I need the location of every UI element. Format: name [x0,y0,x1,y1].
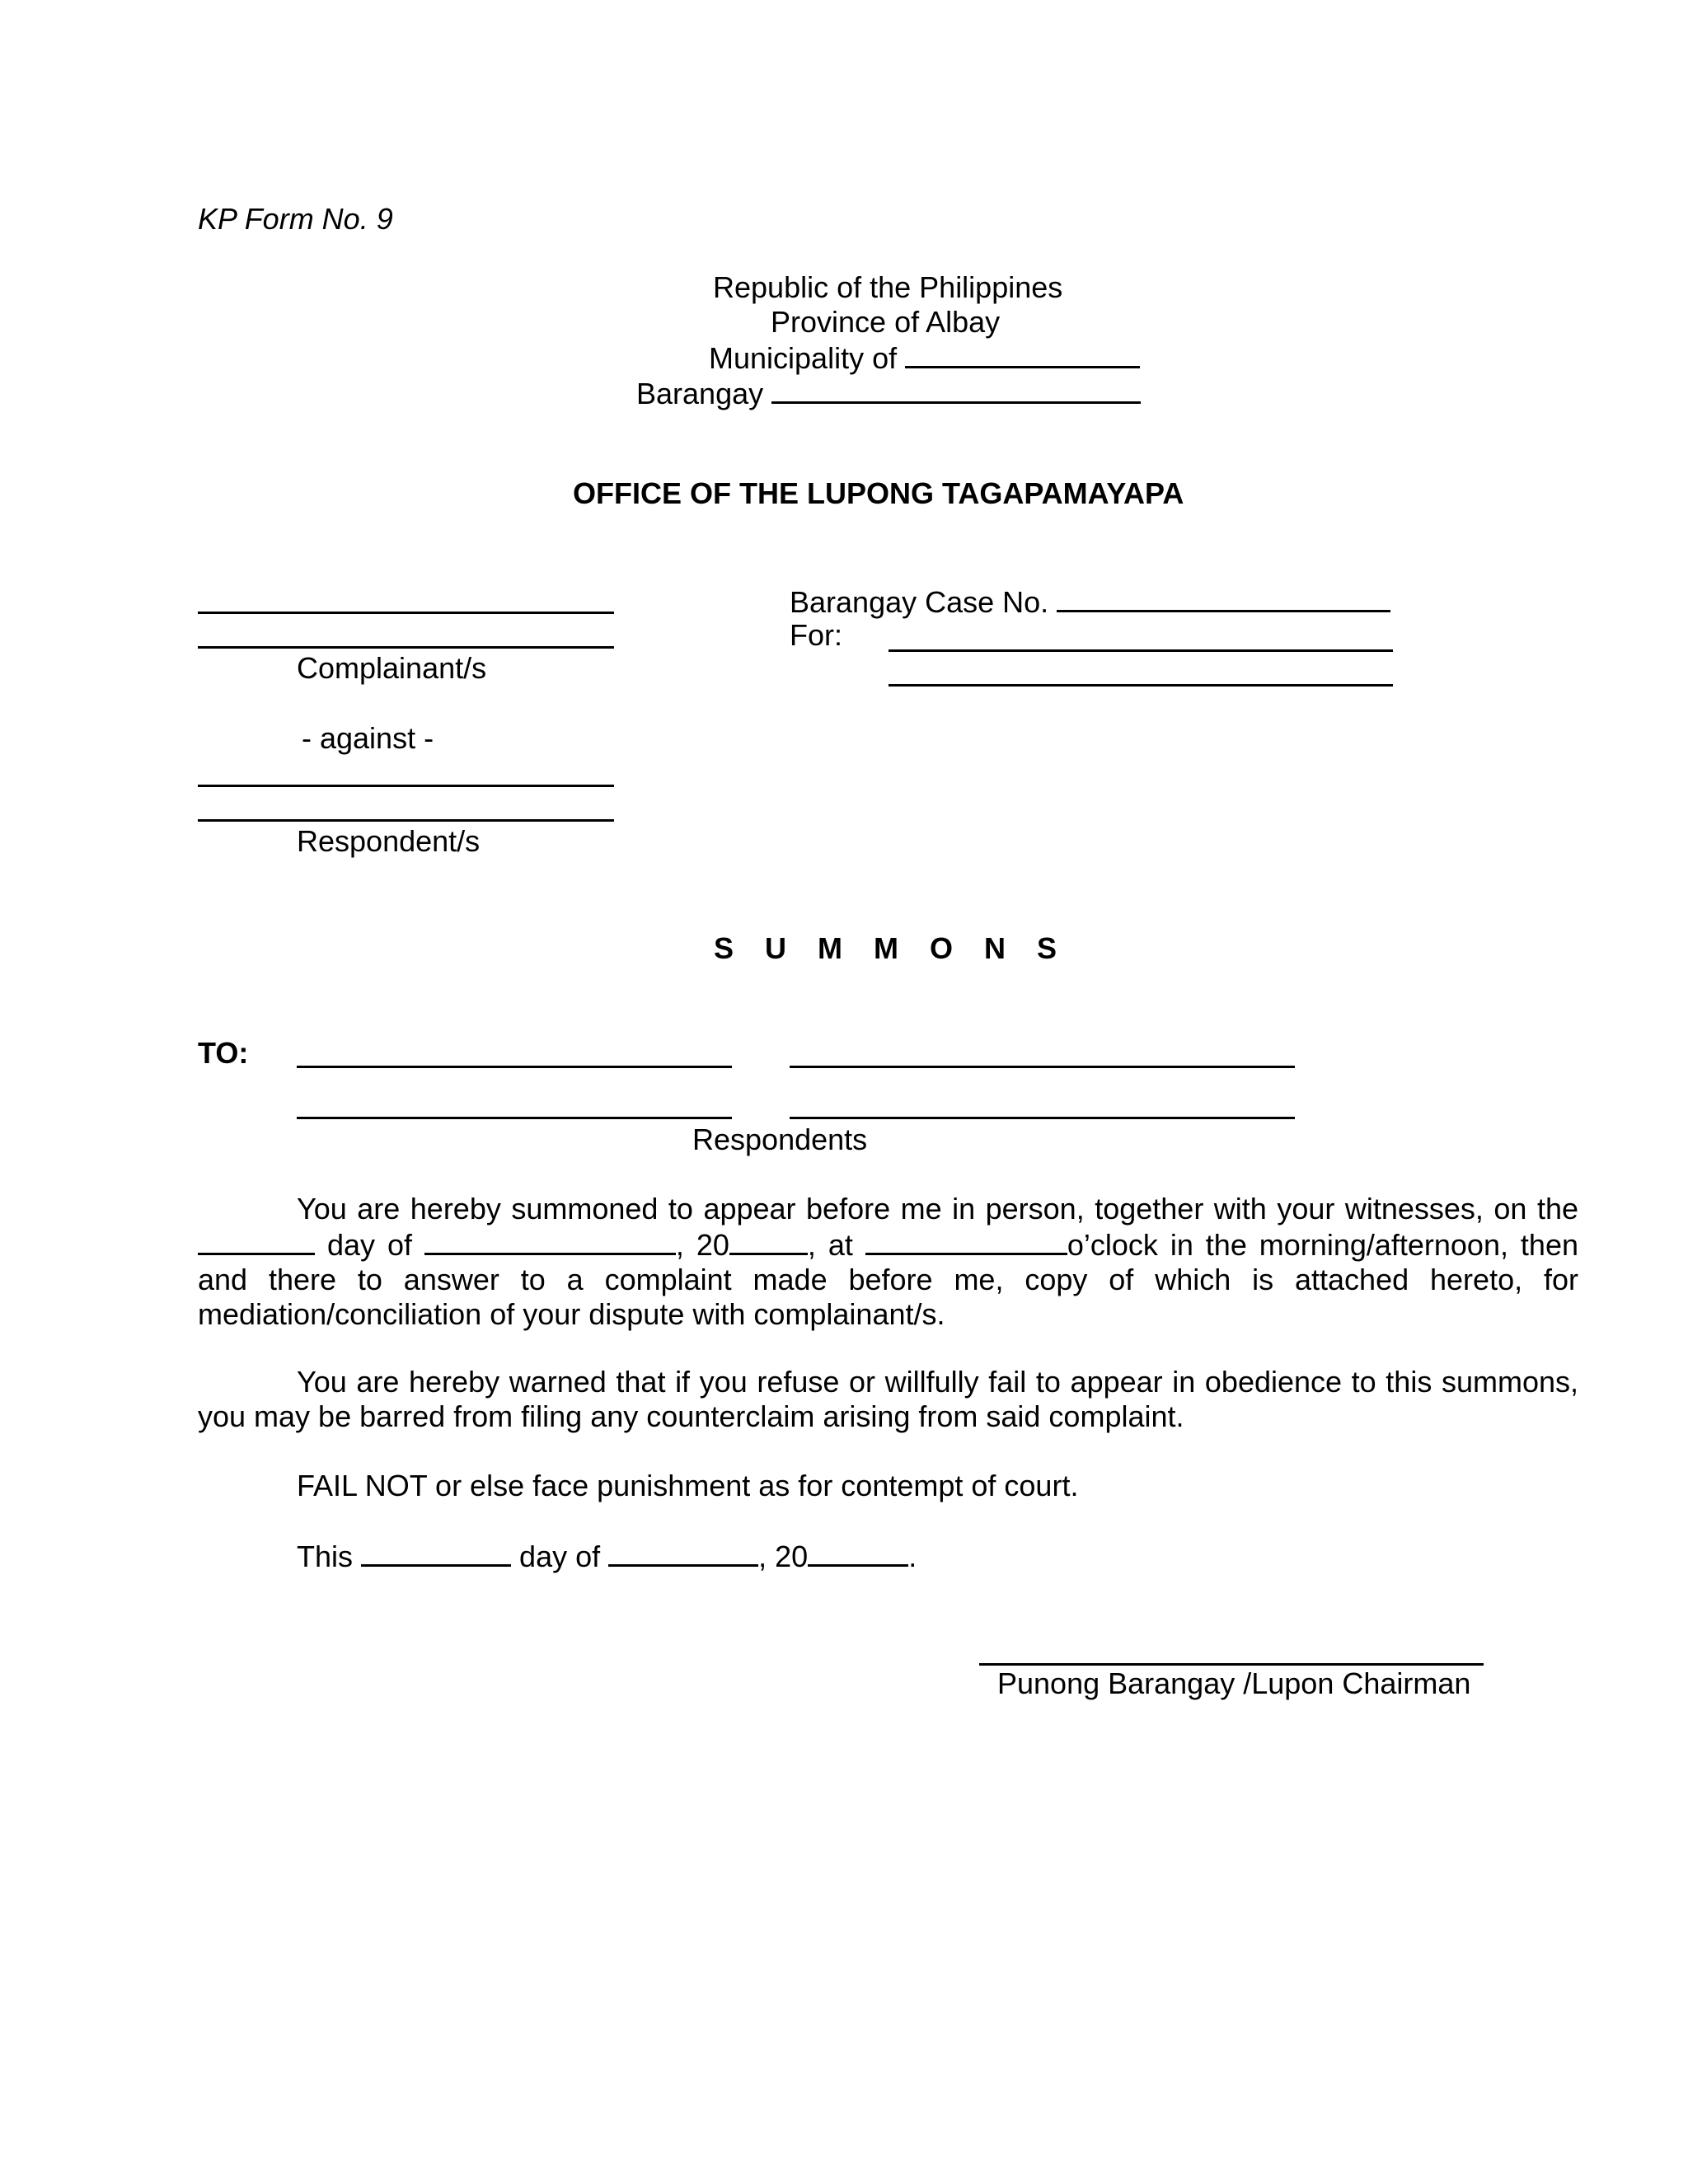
sign-year-field[interactable] [808,1538,908,1567]
to-line-4[interactable] [790,1117,1295,1119]
paragraph-warned: You are hereby warned that if you refuse or willfully fail to appear in obedience to this summons, you may be barred from filing any counterclaim arising from said complaint. [198,1365,1578,1433]
to-label: TO: [198,1036,249,1070]
to-line-2[interactable] [790,1066,1295,1068]
against-label: - against - [302,721,434,755]
month-field[interactable] [424,1226,676,1255]
header-province: Province of Albay [771,305,1001,339]
paragraph-summoned [198,1192,1578,1332]
p1-day-label: day of [326,1228,412,1262]
for-label: For: [790,618,843,652]
respondent-line-2[interactable] [198,819,614,822]
complainant-line-2[interactable] [198,646,614,649]
case-no-row [790,583,1390,620]
case-no-field[interactable] [1057,583,1390,612]
year-field[interactable] [729,1226,808,1255]
summons-title [714,931,1057,966]
summons-title-text: S U M M O N S [714,931,1057,965]
header-barangay [636,375,1141,411]
barangay-label: Barangay [636,377,764,410]
respondent-label: Respondent/s [297,824,481,858]
p4-year-label: , 20 [758,1540,809,1573]
respondent-line-1[interactable] [198,785,614,787]
signature-line[interactable] [979,1663,1484,1666]
date-row [297,1538,917,1574]
form-number: KP Form No. 9 [198,202,393,236]
sign-day-field[interactable] [361,1538,511,1567]
office-title: OFFICE OF THE LUPONG TAGAPAMAYAPA [573,476,1184,510]
case-no-label: Barangay Case No. [790,585,1049,619]
municipality-field[interactable] [905,340,1140,368]
to-line-1[interactable] [297,1066,732,1068]
to-line-3[interactable] [297,1117,732,1119]
header-republic: Republic of the Philippines [713,270,1063,304]
complainant-line-1[interactable] [198,612,614,614]
paragraph-fail-not: FAIL NOT or else face punishment as for contempt of court. [297,1469,1079,1502]
p1-year-label: , 20 [675,1228,729,1262]
for-line-2[interactable] [889,684,1393,687]
day-field[interactable] [198,1226,315,1255]
municipality-label: Municipality of [709,341,898,375]
p1-at-label: , at [807,1228,853,1262]
p4-end: . [908,1540,917,1573]
header-municipality [709,340,1140,376]
complainant-label: Complainant/s [297,651,487,685]
sign-month-field[interactable] [608,1538,758,1567]
time-field[interactable] [865,1226,1067,1255]
for-line-1[interactable] [889,649,1393,652]
barangay-field[interactable] [771,375,1141,404]
p1-text-clock: o’clock in the morning/afternoon, then and there to answer to a complaint made before me, copy of which is attached hereto, for mediation/conciliation of your dispute with complainant/s. [198,1228,1578,1331]
p1-text-a: You are hereby summoned to appear before me in person, together with your witnesses, on the [297,1192,1578,1226]
p4-this-label: This [297,1540,354,1573]
p4-day-label: day of [519,1540,601,1573]
respondents-label: Respondents [692,1122,868,1156]
signature-label: Punong Barangay /Lupon Chairman [997,1666,1471,1700]
